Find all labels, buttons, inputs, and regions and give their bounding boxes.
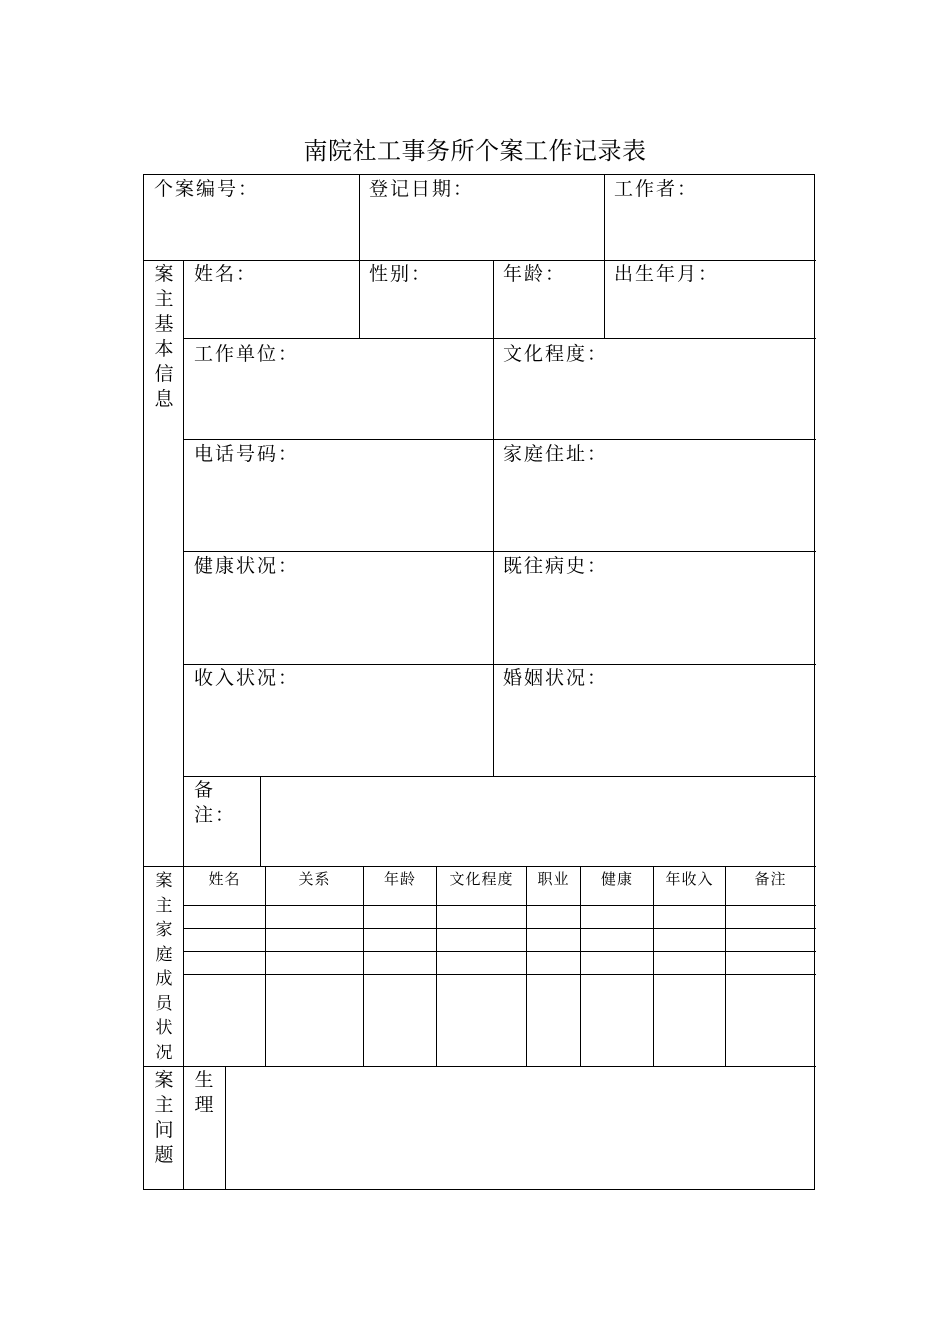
section-divider xyxy=(144,1066,816,1067)
col-divider xyxy=(604,260,605,338)
remark-label: 备注： xyxy=(194,779,237,826)
family-col-divider xyxy=(580,866,581,1066)
family-col-divider xyxy=(363,866,364,1066)
family-col-divider xyxy=(436,866,437,1066)
family-col-divider xyxy=(265,866,266,1066)
row-divider xyxy=(183,776,816,777)
col-divider xyxy=(359,175,360,260)
family-col-header: 健康 xyxy=(600,870,633,888)
medical-history-field[interactable]: 既往病史： xyxy=(503,555,609,577)
section-divider xyxy=(144,866,816,867)
case-number-field[interactable]: 个案编号： xyxy=(154,178,260,200)
physical-label: 生理 xyxy=(194,1069,214,1116)
basic-info-section-label: 案主基本信息 xyxy=(154,263,174,410)
registration-date-field[interactable]: 登记日期： xyxy=(369,178,475,200)
family-col-header: 备注 xyxy=(754,870,787,888)
family-row-line xyxy=(183,928,816,929)
page-title: 南院社工事务所个案工作记录表 xyxy=(303,137,647,165)
row-divider xyxy=(183,551,816,552)
marital-status-field[interactable]: 婚姻状况： xyxy=(503,667,609,689)
name-field[interactable]: 姓名： xyxy=(194,263,258,285)
family-col-divider xyxy=(653,866,654,1066)
birth-date-field[interactable]: 出生年月： xyxy=(614,263,720,285)
row-divider xyxy=(183,664,816,665)
family-col-header: 姓名 xyxy=(208,870,241,888)
row-divider xyxy=(183,338,816,339)
col-divider xyxy=(359,260,360,338)
family-col-divider xyxy=(526,866,527,1066)
education-field[interactable]: 文化程度： xyxy=(503,343,609,365)
family-col-divider xyxy=(725,866,726,1066)
family-row-line xyxy=(183,905,816,906)
address-field[interactable]: 家庭住址： xyxy=(503,443,609,465)
health-field[interactable]: 健康状况： xyxy=(194,555,300,577)
family-col-header: 职业 xyxy=(537,870,570,888)
section-label-divider xyxy=(183,260,184,1190)
problems-section-label: 案主问题 xyxy=(154,1069,174,1166)
family-col-header: 年龄 xyxy=(383,870,416,888)
income-field[interactable]: 收入状况： xyxy=(194,667,300,689)
family-col-header: 文化程度 xyxy=(449,870,514,888)
phone-field[interactable]: 电话号码： xyxy=(194,443,300,465)
age-field[interactable]: 年龄： xyxy=(503,263,567,285)
worker-field[interactable]: 工作者： xyxy=(614,178,699,200)
family-col-header: 年收入 xyxy=(665,870,714,888)
col-divider xyxy=(225,1066,226,1190)
row-divider xyxy=(183,439,816,440)
family-row-line xyxy=(183,951,816,952)
family-row-line xyxy=(183,974,816,975)
gender-field[interactable]: 性别： xyxy=(369,263,433,285)
col-divider xyxy=(604,175,605,260)
col-divider xyxy=(493,260,494,776)
row-divider xyxy=(144,260,816,261)
case-record-form xyxy=(143,174,815,1190)
family-section-label: 案主家庭成员状况 xyxy=(155,871,173,1063)
work-unit-field[interactable]: 工作单位： xyxy=(194,343,300,365)
family-col-header: 关系 xyxy=(298,870,331,888)
col-divider xyxy=(260,776,261,866)
